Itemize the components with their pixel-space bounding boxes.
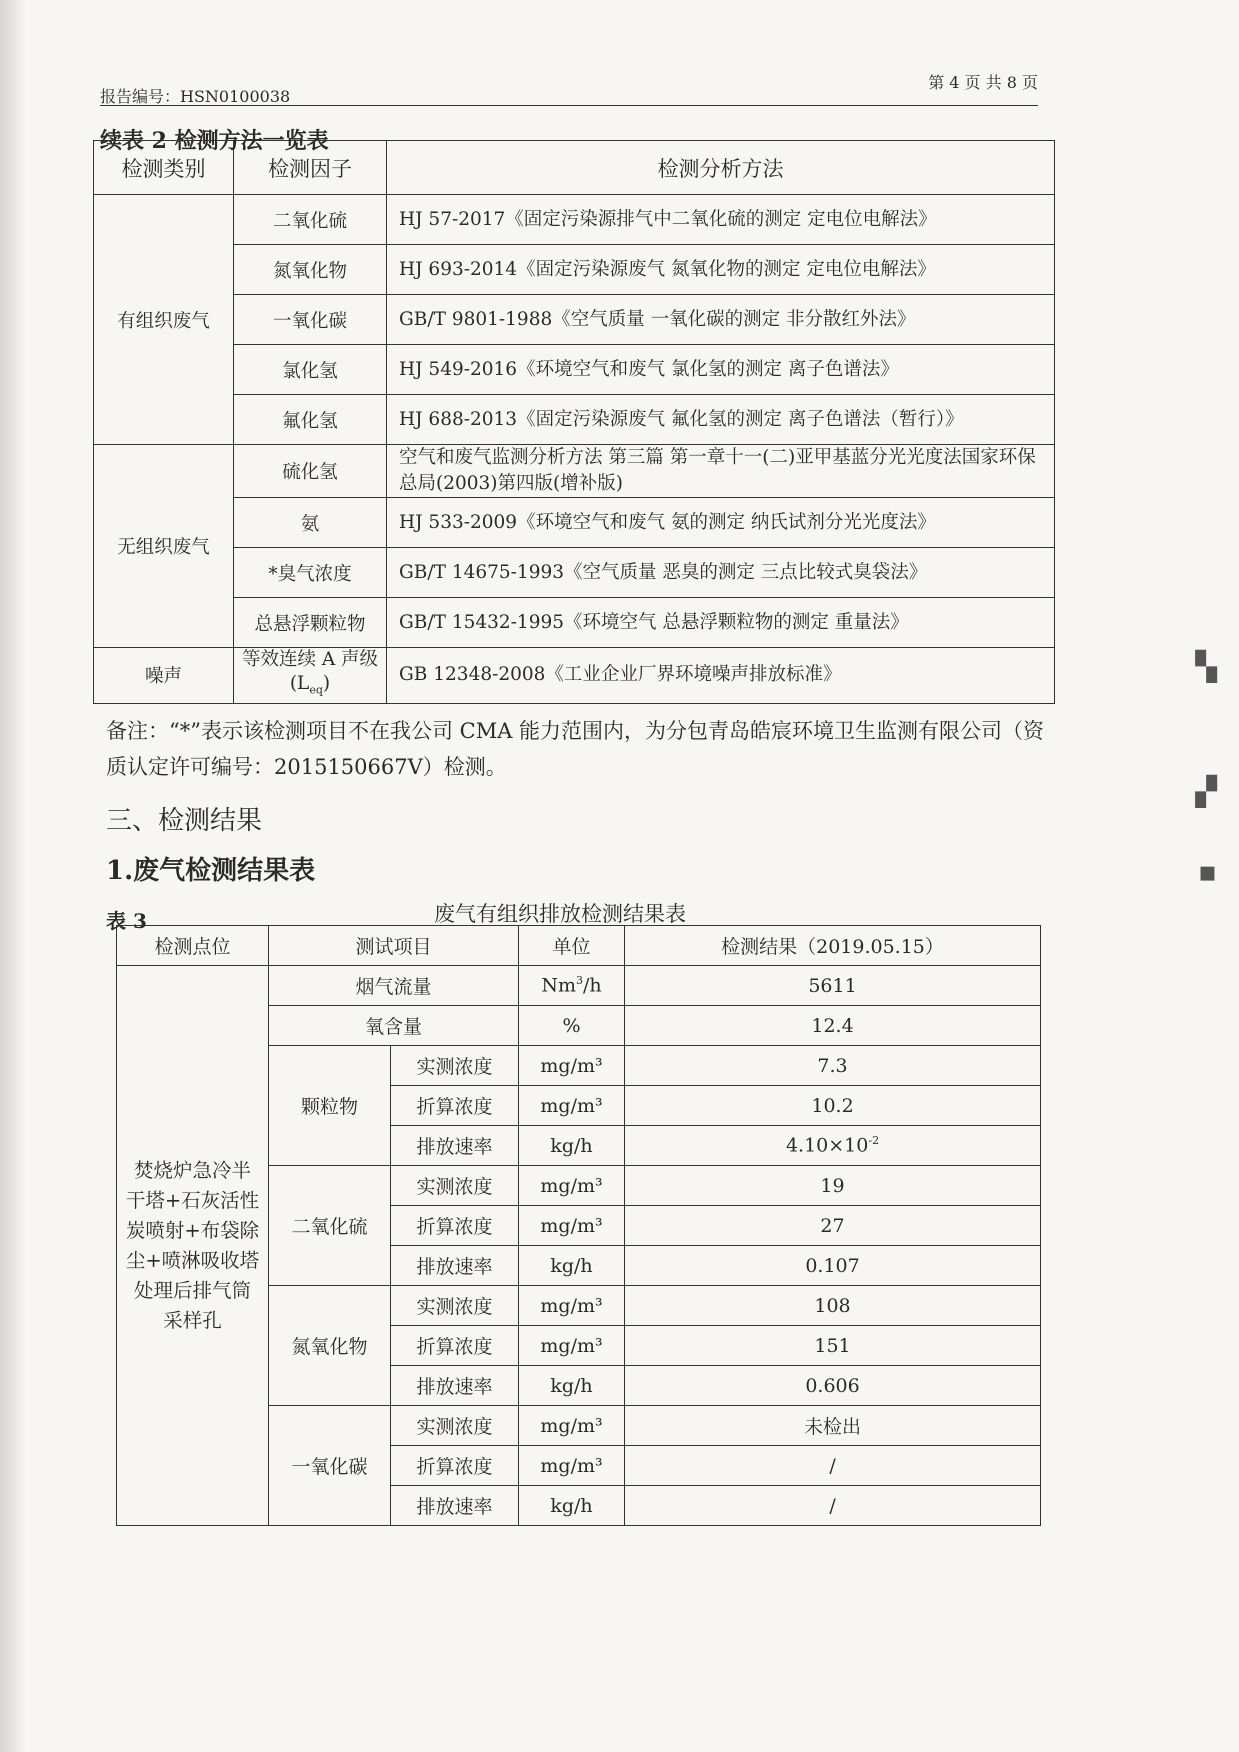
metric-cell: 实测浓度 (391, 1406, 519, 1446)
table-row (94, 395, 1055, 445)
unit-cell: kg/h (519, 1486, 625, 1526)
category-cell: 无组织废气 (94, 445, 234, 648)
method-cell: GB/T 15432-1995《环境空气 总悬浮颗粒物的测定 重量法》 (387, 598, 1055, 648)
header-rule (100, 105, 1038, 106)
value-cell: 0.107 (625, 1246, 1041, 1286)
method-cell: GB 12348-2008《工业企业厂界环境噪声排放标准》 (387, 648, 1055, 704)
factor-cell: 一氧化碳 (234, 295, 387, 345)
value-text: 4.10×10 (785, 1134, 869, 1157)
value-cell: 12.4 (625, 1006, 1041, 1046)
factor-cell: 二氧化硫 (234, 195, 387, 245)
factor-cell: 氯化氢 (234, 345, 387, 395)
header-unit: 单位 (519, 926, 625, 966)
value-cell: 0.606 (625, 1366, 1041, 1406)
metric-cell: 实测浓度 (391, 1046, 519, 1086)
value-cell: 10.2 (625, 1086, 1041, 1126)
table-header-row (94, 141, 1055, 195)
value-cell: / (625, 1486, 1041, 1526)
factor-cell: 氟化氢 (234, 395, 387, 445)
table-row (94, 648, 1055, 704)
header-result: 检测结果（2019.05.15） (625, 926, 1041, 966)
header-item: 测试项目 (269, 926, 519, 966)
method-cell: 空气和废气监测分析方法 第三篇 第一章十一(二)亚甲基蓝分光光度法国家环保总局(2003)第四版(增补版) (387, 445, 1055, 498)
value-cell: 7.3 (625, 1046, 1041, 1086)
method-cell: HJ 688-2013《固定污染源废气 氟化氢的测定 离子色谱法（暂行）》 (387, 395, 1055, 445)
method-cell: HJ 549-2016《环境空气和废气 氯化氢的测定 离子色谱法》 (387, 345, 1055, 395)
metric-cell: 实测浓度 (391, 1286, 519, 1326)
value-cell: 5611 (625, 966, 1041, 1006)
table-row (94, 195, 1055, 245)
method-cell: HJ 57-2017《固定污染源排气中二氧化硫的测定 定电位电解法》 (387, 195, 1055, 245)
unit-cell: kg/h (519, 1246, 625, 1286)
unit-cell: mg/m³ (519, 1406, 625, 1446)
unit-cell: mg/m³ (519, 1326, 625, 1366)
value-cell: 19 (625, 1166, 1041, 1206)
pollutant-cell: 颗粒物 (269, 1046, 391, 1166)
unit-cell: mg/m³ (519, 1446, 625, 1486)
factor-tail: ) (322, 673, 331, 694)
item-cell: 氧含量 (269, 1006, 519, 1046)
scan-edge-shadow (0, 0, 26, 1752)
table-row (94, 345, 1055, 395)
metric-cell: 折算浓度 (391, 1086, 519, 1126)
table-row (94, 548, 1055, 598)
value-cell: / (625, 1446, 1041, 1486)
unit-cell: mg/m³ (519, 1046, 625, 1086)
metric-cell: 排放速率 (391, 1366, 519, 1406)
table-row (94, 498, 1055, 548)
value-cell: 27 (625, 1206, 1041, 1246)
pollutant-cell: 氮氧化物 (269, 1286, 391, 1406)
unit-cell: mg/m³ (519, 1206, 625, 1246)
seal-fragment-mark: ▪ (1198, 855, 1217, 888)
factor-cell: *臭气浓度 (234, 548, 387, 598)
method-cell: HJ 533-2009《环境空气和废气 氨的测定 纳氏试剂分光光度法》 (387, 498, 1055, 548)
category-cell: 有组织废气 (94, 195, 234, 445)
emission-results-table (116, 925, 1041, 1526)
table-row (94, 295, 1055, 345)
pollutant-cell: 二氧化硫 (269, 1166, 391, 1286)
unit-superscript: 3 (576, 974, 584, 988)
table-row (94, 598, 1055, 648)
table-row (94, 445, 1055, 498)
unit-cell (519, 966, 625, 1006)
seal-fragment-mark: ▞ (1195, 775, 1217, 808)
unit-cell: % (519, 1006, 625, 1046)
factor-subscript: eq (309, 683, 323, 697)
unit-cell: kg/h (519, 1366, 625, 1406)
factor-text: 等效连续 A 声级(L (241, 649, 379, 694)
report-number: 报告编号：HSN0100038 (100, 87, 291, 106)
value-cell: 未检出 (625, 1406, 1041, 1446)
table2-caption: 续表 2 检测方法一览表 (100, 128, 329, 154)
value-cell (625, 1126, 1041, 1166)
value-cell: 108 (625, 1286, 1041, 1326)
value-cell: 151 (625, 1326, 1041, 1366)
metric-cell: 实测浓度 (391, 1166, 519, 1206)
factor-cell (234, 648, 387, 704)
unit-text: Nm (541, 974, 577, 997)
table-row (117, 966, 1041, 1006)
metric-cell: 折算浓度 (391, 1206, 519, 1246)
subsection-heading: 1.废气检测结果表 (106, 856, 316, 886)
table-note: 备注：“*”表示该检测项目不在我公司 CMA 能力范围内，为分包青岛皓宸环境卫生监测有限公司（资质认定许可编号：2015150667V）检测。 (106, 719, 1045, 779)
sampling-point-cell: 焚烧炉急冷半干塔+石灰活性炭喷射+布袋除尘+喷淋吸收塔处理后排气筒采样孔 (117, 966, 269, 1526)
factor-cell: 氮氧化物 (234, 245, 387, 295)
header-factor: 检测因子 (234, 141, 387, 195)
method-cell: GB/T 14675-1993《空气质量 恶臭的测定 三点比较式臭袋法》 (387, 548, 1055, 598)
category-cell: 噪声 (94, 648, 234, 704)
unit-tail: /h (583, 974, 602, 997)
header-point: 检测点位 (117, 926, 269, 966)
method-cell: GB/T 9801-1988《空气质量 一氧化碳的测定 非分散红外法》 (387, 295, 1055, 345)
table-row (94, 245, 1055, 295)
factor-cell: 氨 (234, 498, 387, 548)
metric-cell: 折算浓度 (391, 1326, 519, 1366)
table-header-row (117, 926, 1041, 966)
unit-cell: mg/m³ (519, 1286, 625, 1326)
unit-cell: mg/m³ (519, 1086, 625, 1126)
header-category: 检测类别 (94, 141, 234, 195)
value-superscript: -2 (868, 1134, 880, 1148)
metric-cell: 排放速率 (391, 1486, 519, 1526)
item-cell: 烟气流量 (269, 966, 519, 1006)
page-info: 第 4 页 共 8 页 (928, 73, 1038, 92)
seal-fragment-mark: ▚ (1195, 650, 1217, 683)
metric-cell: 排放速率 (391, 1246, 519, 1286)
header-method: 检测分析方法 (387, 141, 1055, 195)
section-heading: 三、检测结果 (106, 806, 263, 836)
unit-cell: mg/m³ (519, 1166, 625, 1206)
table3-label: 表 3 (106, 909, 147, 933)
pollutant-cell: 一氧化碳 (269, 1406, 391, 1526)
metric-cell: 排放速率 (391, 1126, 519, 1166)
unit-cell: kg/h (519, 1126, 625, 1166)
factor-cell: 总悬浮颗粒物 (234, 598, 387, 648)
factor-cell: 硫化氢 (234, 445, 387, 498)
table3-title: 废气有组织排放检测结果表 (434, 902, 686, 926)
metric-cell: 折算浓度 (391, 1446, 519, 1486)
methods-table (93, 140, 1055, 704)
method-cell: HJ 693-2014《固定污染源废气 氮氧化物的测定 定电位电解法》 (387, 245, 1055, 295)
